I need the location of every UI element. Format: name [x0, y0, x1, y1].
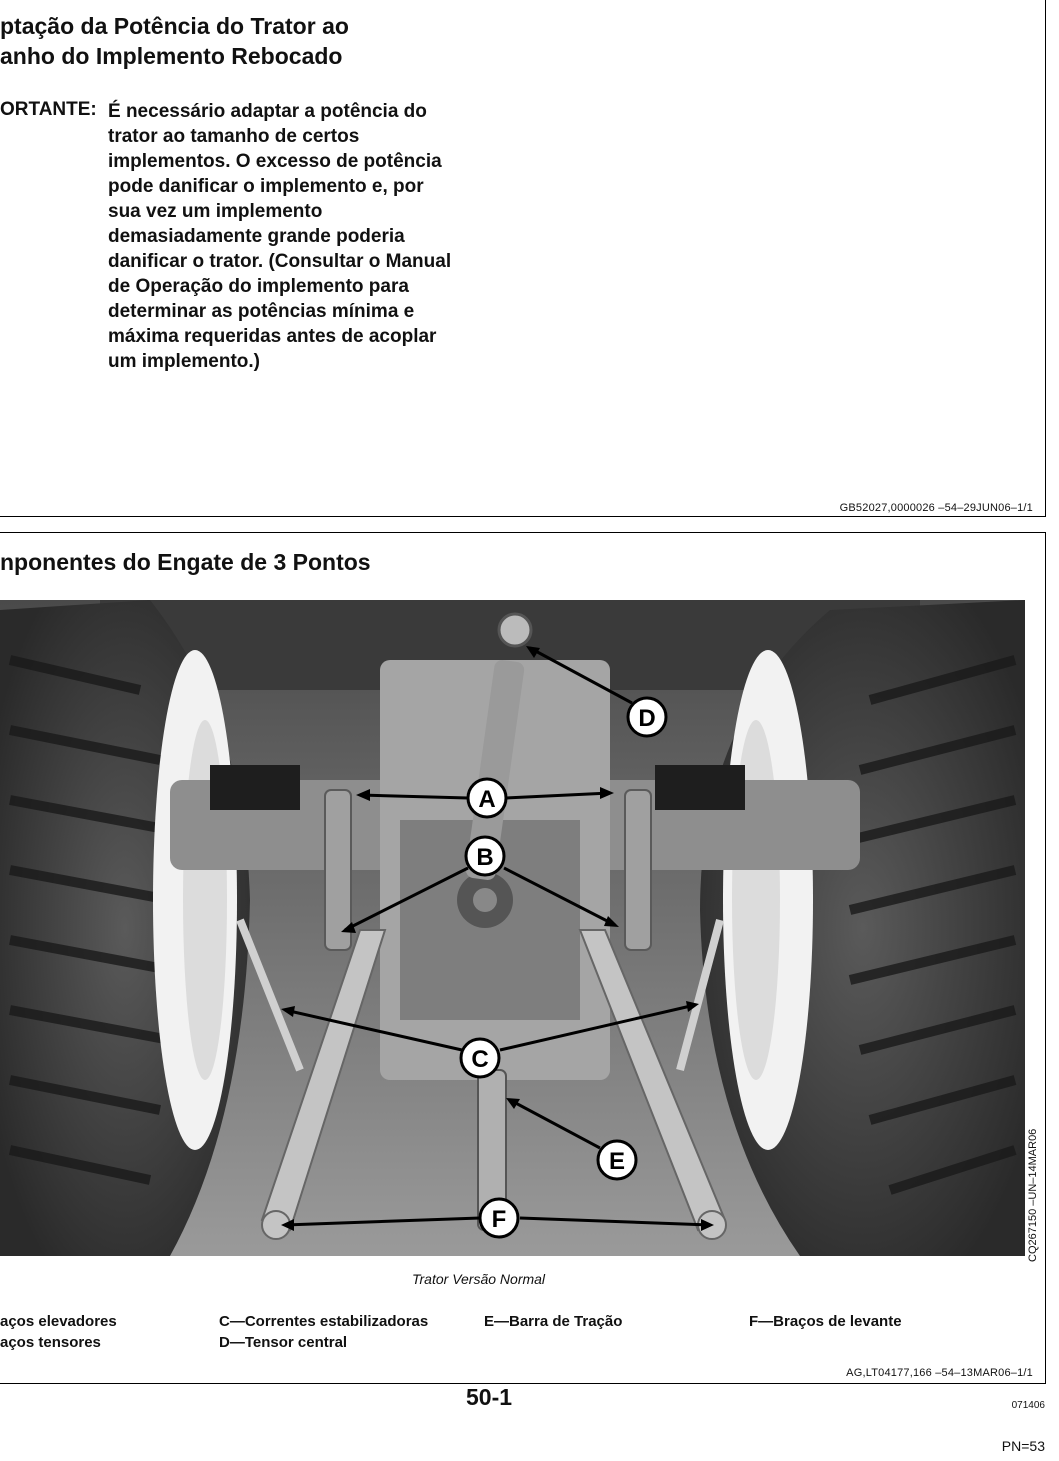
figure-caption: Trator Versão Normal — [412, 1271, 546, 1287]
date-code: 071406 — [1011, 1400, 1045, 1411]
callout-e — [598, 1141, 636, 1179]
important-label: ORTANTE: — [0, 99, 97, 120]
section2-top-rule — [0, 532, 1046, 533]
important-line: de Operação do implemento para — [108, 276, 409, 297]
callout-c — [461, 1039, 499, 1077]
important-line: demasiadamente grande poderia — [108, 226, 405, 247]
legend-item: D—Tensor central — [219, 1334, 348, 1351]
callout-f — [480, 1199, 518, 1237]
svg-text:D: D — [638, 705, 656, 732]
svg-text:F: F — [491, 1206, 507, 1233]
figure-side-code: CQ267150 –UN–14MAR06 — [1027, 1128, 1039, 1262]
important-line: implementos. O excesso de potência — [108, 151, 442, 172]
page-number: 50-1 — [466, 1384, 513, 1410]
section2-title: nponentes do Engate de 3 Pontos — [0, 549, 371, 575]
section1-right-border — [1045, 0, 1046, 517]
important-line: máxima requeridas antes de acoplar — [108, 326, 437, 347]
important-line: determinar as potências mínima e — [108, 301, 415, 322]
svg-text:C: C — [471, 1046, 489, 1073]
callout-b — [466, 837, 504, 875]
important-line: É necessário adaptar a potência do — [108, 101, 427, 122]
section1-reference: GB52027,0000026 –54–29JUN06–1/1 — [839, 502, 1033, 514]
legend-item: aços elevadores — [0, 1313, 117, 1330]
important-line: danificar o trator. (Consultar o Manual — [108, 251, 452, 272]
section1-divider — [0, 516, 1046, 517]
section2-divider — [0, 1383, 1046, 1384]
section2-reference: AG,LT04177,166 –54–13MAR06–1/1 — [846, 1367, 1033, 1379]
important-line: pode danificar o implemento e, por — [108, 176, 424, 197]
svg-text:A: A — [478, 786, 496, 813]
important-line: trator ao tamanho de certos — [108, 126, 360, 147]
svg-text:E: E — [608, 1148, 626, 1175]
important-line: sua vez um implemento — [108, 201, 323, 222]
section2-right-border — [1045, 532, 1046, 1384]
important-text — [108, 99, 508, 374]
section1-title-line1: ptação da Potência do Trator ao — [0, 13, 349, 39]
callout-a — [468, 779, 506, 817]
hitch-figure — [0, 600, 1025, 1256]
important-line: um implemento.) — [108, 351, 261, 372]
legend-item: F—Braços de levante — [749, 1313, 902, 1330]
section1-title-line2: anho do Implemento Rebocado — [0, 43, 343, 69]
legend-item: aços tensores — [0, 1334, 101, 1351]
legend-item: E—Barra de Tração — [484, 1313, 623, 1330]
svg-text:B: B — [476, 844, 494, 871]
callout-d — [628, 698, 666, 736]
legend-item: C—Correntes estabilizadoras — [219, 1313, 429, 1330]
right-tire — [700, 600, 1025, 1256]
pn-code: PN=53 — [1001, 1438, 1045, 1454]
